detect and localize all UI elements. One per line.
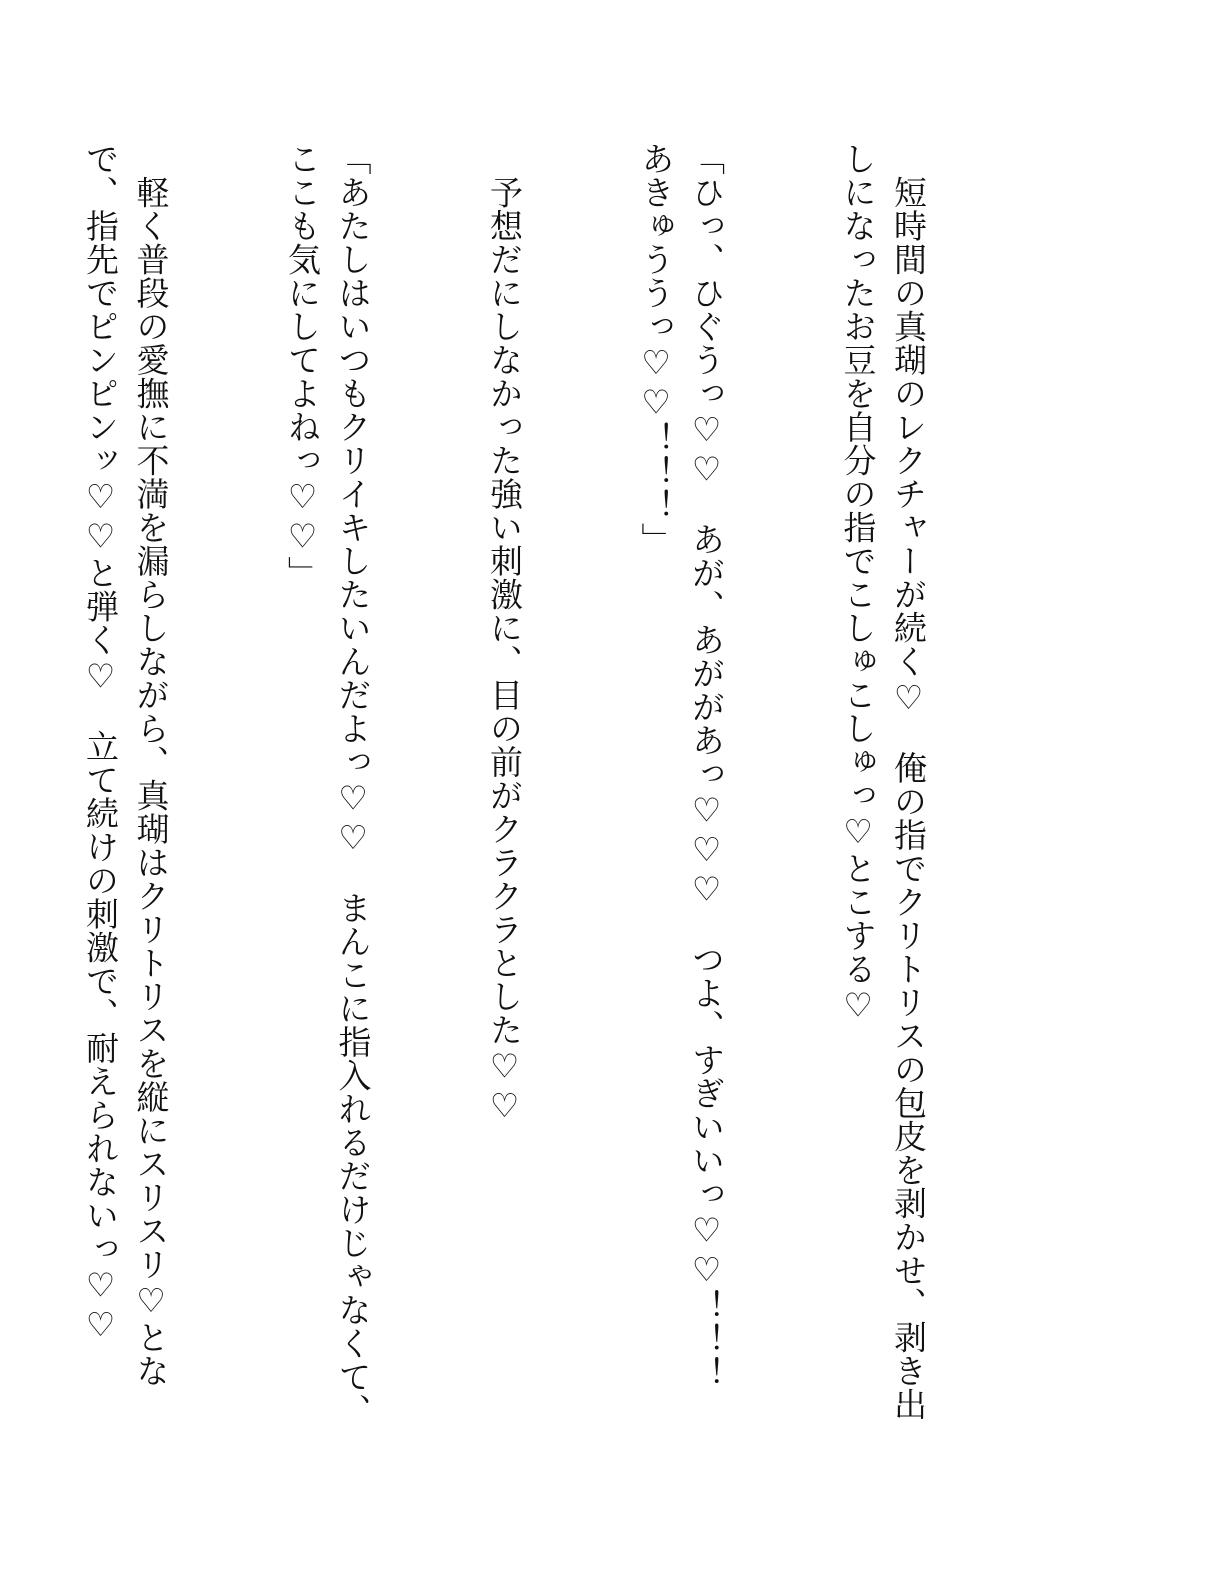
paragraph: 「ひっ、ひぐうっ♡♡ あが、あががあっ♡♡♡ つよ、すぎいいっ♡♡！！！ あきゅううっ♡♡！！！」 [636, 142, 726, 1424]
paragraph: 軽く普段の愛撫に不満を漏らしながら、真瑚はクリトリスを縦にスリスリ♡となで、指先でピンピンッ♡♡と弾く♡ 立て続けの刺激で、耐えられないっ♡♡ [81, 142, 171, 1388]
paragraph: 「あたしはいつもクリイキしたいんだよっ♡♡ まんこに指入れるだけじゃなくて、ここも気にしてよねっ♡♡」 [283, 142, 373, 1427]
vertical-body-text [0, 142, 1034, 1442]
paragraph: 予想だにしなかった強い刺激に、目の前がクラクラとした♡♡ [485, 142, 524, 1126]
paragraph: 短時間の真瑚のレクチャーが続く♡ 俺の指でクリトリスの包皮を剥かせ、剥き出しになったお豆を自分の指でこしゅこしゅっ♡とこする♡ [838, 142, 928, 1421]
